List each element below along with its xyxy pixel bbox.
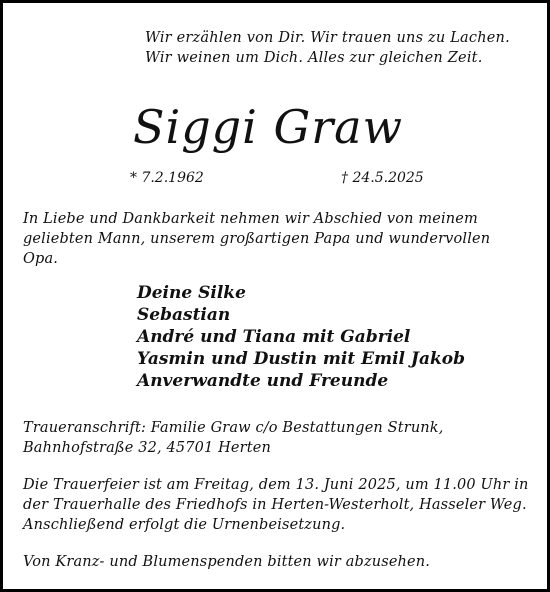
birth-date: * 7.2.1962 [130, 170, 204, 186]
ceremony-line-2: der Trauerhalle des Friedhofs in Herten-Westerholt, Hasseler Weg. [23, 497, 527, 513]
mourner-4: Yasmin und Dustin mit Emil Jakob [137, 349, 465, 369]
mourner-1: Deine Silke [137, 283, 246, 303]
farewell-line-2: geliebten Mann, unserem großartigen Papa und wundervollen [23, 231, 491, 247]
mourner-2: Sebastian [137, 305, 231, 325]
quote-line-2: Wir weinen um Dich. Alles zur gleichen Zeit. [145, 50, 483, 66]
deceased-name: Siggi Graw [133, 100, 403, 154]
mourner-5: Anverwandte und Freunde [137, 371, 389, 391]
farewell-line-3: Opa. [23, 251, 59, 267]
ceremony-line-1: Die Trauerfeier ist am Freitag, dem 13. Juni 2025, um 11.00 Uhr in [23, 477, 529, 493]
death-date: † 24.5.2025 [341, 170, 424, 186]
address-line-2: Bahnhofstraße 32, 45701 Herten [23, 440, 271, 456]
donation-note: Von Kranz- und Blumenspenden bitten wir abzusehen. [23, 554, 431, 570]
ceremony-line-3: Anschließend erfolgt die Urnenbeisetzung. [23, 517, 346, 533]
farewell-line-1: In Liebe und Dankbarkeit nehmen wir Abschied von meinem [23, 211, 478, 227]
address-line-1: Traueranschrift: Familie Graw c/o Bestattungen Strunk, [23, 420, 444, 436]
quote-line-1: Wir erzählen von Dir. Wir trauen uns zu Lachen. [145, 30, 510, 46]
mourner-3: André und Tiana mit Gabriel [137, 327, 411, 347]
